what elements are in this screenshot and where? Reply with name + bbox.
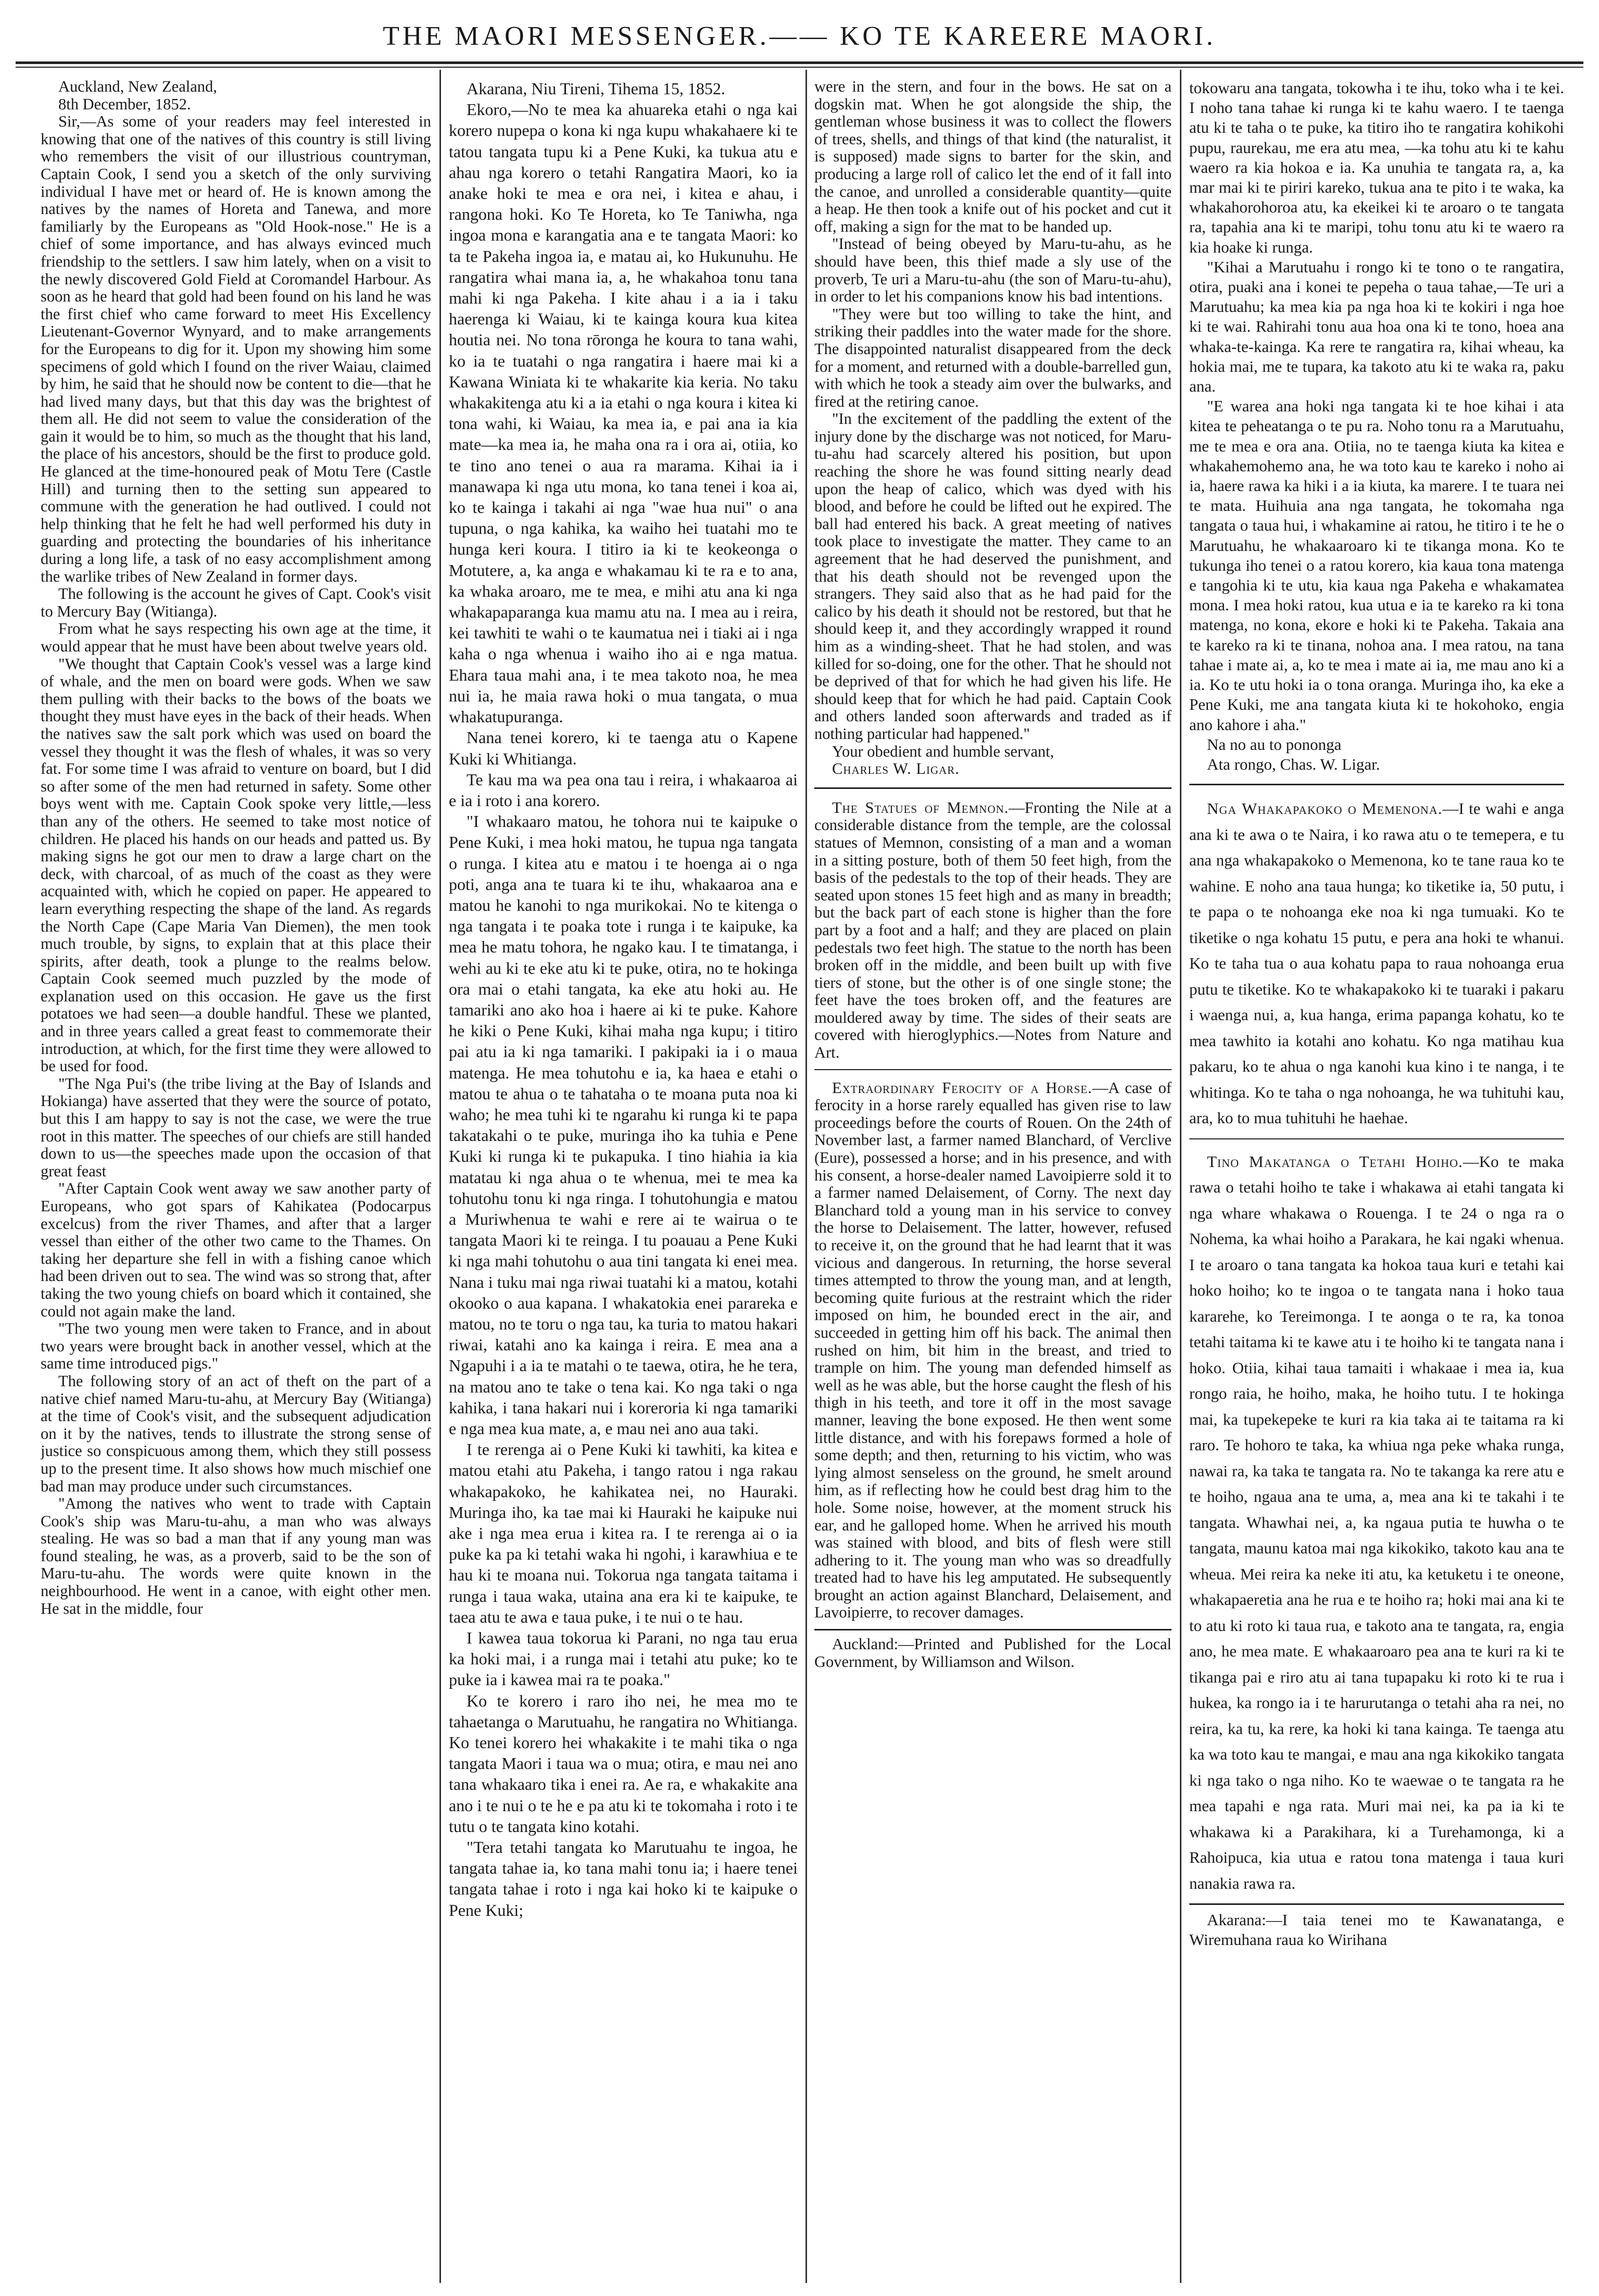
header-rule-thin <box>16 67 1583 68</box>
paragraph: Sir,—As some of your readers may feel interested in knowing that one of the natives of this country is still living who remembers the visit of our illustrious countryman, Captain Cook, I send you a sketch of the only surviving individual I have met or heard of. He is known among the natives by the names of Horeta and Tanewa, and more familiarly by the Europeans as "Old Hook-nose." He is a chief of some importance, and has always evinced much friendship to the settlers. I saw him lately, when on a visit to the newly discovered Gold Field at Coromandel Harbour. As soon as he heard that gold had been found on his land he was the first chief who came forward to meet His Excellency Lieutenant-Governor Wynyard, and to make arrangements for the Europeans to dig for it. Upon my showing him some specimens of gold which I found on the river Waiau, claimed by him, he said that he should now be content to die—that he had lived many days, but that this day was the brightest of them all. He did not seem to value the consideration of the gain it would be to him, so much as the thought that his land, the place of his ancestors, should be the first to produce gold. He glanced at the time-honoured peak of Motu Tere (Castle Hill) and turning then to the setting sun appeared to commune with the generation he had outlived. I could not help thinking that he felt he had well performed his duty in guarding and protecting the boundaries of his inheritance during a long life, a task of no easy accomplishment among the warlike tribes of New Zealand in former days. <box>41 112 431 585</box>
article-memenona <box>1189 796 1564 1131</box>
imprint: Akarana:—I taia tenei mo te Kawanatanga, e Wiremuhana raua ko Wirihana <box>1189 1911 1564 1949</box>
paragraph: "Kihai a Marutuahu i rongo ki te tono o te rangatira, otira, puaki ana i konei te pepeha o taua tahae,—Te uri a Marutuahu; ka mea kia pa nga hoa ki te kokiri i nga hoe ki te wai. Rahirahi tonu aua hoa ona ki te tono, hoea ana whaka-te-kainga. Ka rere te rangatira ra, kihai wheau, ka hokia mai, me te tupara, ka takoto atu ki te waka ra, paku ana. <box>1189 257 1564 396</box>
paragraph: "Tera tetahi tangata ko Marutuahu te ingoa, he tangata tahae ia, ko tana mahi tonu ia; i haere tenei tangata tahae i roto i nga kai hoko ki te kaipuke o Pene Kuki; <box>449 1838 798 1919</box>
footer-rule <box>814 1629 1172 1630</box>
paragraph: tokowaru ana tangata, tokowha i te ihu, toko wha i te kei. I noho tana tahae ki runga ki te kahu waero. I te taenga atu ki te taha o te puke, ka titiro iho te rangatira kohikohi pupu, raurekau, me era atu mea, —ka tohu atu ki te kahu waero ra kia hokoa e ia. Ka unuhia te tangata ra, a, ka mar mai ki te piriri kareko, tukua ana te pito i te waka, ka whakahorohoroa atu, ka ekeikei ki te aroaro o te tangata ra, tapahia ana ki te maripi, tohu tonu atu ki te waero ra kia hoake ki runga. <box>1189 79 1564 256</box>
article-body: —I te wahi e anga ana ki te awa o te Naira, i ko rawa atu o te temepera, e tu ana nga whakapakoko o Memenona, ko te tane raua ko te wahine. E noho ana taua hunga; ko tiketike ia, 50 putu, i te papa o te nohoanga eke noa ki nga tumuaki. Ko te tiketike o nga kohatu 15 putu, e pera ana hoki te whanui. Ko te taha tua o aua kohatu papa to raua nohoanga erua putu te tiketike. Ko te whakapakoko ki te tuaraki i pakaru i waenga nui, a, kua hanga, erima papanga kohatu, ko te mea tawhito ia kotahi ano kohatu. Ko nga matihau kua pakaru, ko te ahua o nga kanohi kua kino i te nanga, i te whitinga. Ko te taha o nga nohoanga, he wa tuhituhi kau, ara, ko to mua tuhituhi he haehae. <box>1189 799 1564 1127</box>
signoff: Na no au to pononga <box>1207 735 1342 754</box>
signature: Ata rongo, Chas. W. Ligar. <box>1207 755 1380 773</box>
paragraph: "After Captain Cook went away we saw another party of Europeans, who got spars of Kahikatea (Podocarpus excelcus) from the river Thames, and after that a larger vessel than either of the other two came to the Thames. On taking her departure she fell in with a fishing canoe which had been driven out to sea. The wind was so strong that, after taking the two young chiefs on board which it contained, she could not again make the land. <box>41 1180 431 1320</box>
paragraph: "The Nga Pui's (the tribe living at the Bay of Islands and Hokianga) have asserted that they were the source of potato, but this I am happy to say is not the case, we were the true root in this matter. The speeches of our chiefs are still handed down to us—the speeches made upon the occasion of that great feast <box>41 1074 431 1180</box>
paragraph: "The two young men were taken to France, and in about two years were brought back in another vessel, which at the same time introduced pigs." <box>41 1320 431 1373</box>
signature: Charles W. Ligar. <box>832 760 960 778</box>
article-title: Tino Makatanga o Tetahi Hoiho. <box>1207 1152 1463 1171</box>
column-rule <box>805 70 807 2283</box>
column-maori-letter <box>449 78 798 2281</box>
header-rule <box>16 61 1583 64</box>
dateline: Akarana, Niu Tireni, Tihema 15, 1852. <box>467 79 725 98</box>
article-title: The Statues of Memnon. <box>832 798 1009 817</box>
section-rule <box>1189 784 1564 785</box>
section-rule <box>814 1069 1172 1070</box>
paragraph: Ko te korero i raro iho nei, he mea mo te tahaetanga o Marutuahu, he rangatira no Whitianga. Ko tenei korero hei whakakite i te mahi tika o nga tangata Maori i taua wa o mua; otira, e mau nei ano tana whakaaro tika i enei ra. Ae ra, e whakakite ana ano i te nui o te he e pa atu ki te tokomaha i roto i te tutu o te tangata kino kotahi. <box>449 1691 798 1836</box>
column-rule <box>439 70 441 2283</box>
section-rule <box>814 787 1172 789</box>
paragraph: "Among the natives who went to trade with Captain Cook's ship was Maru-tu-ahu, a man who was always stealing. He was so bad a man that if any young man was found stealing, he was, as a proverb, said to be the son of Maru-tu-ahu. The words were quite known in the neighbourhood. He went in a canoe, with eight other men. He sat in the middle, four <box>41 1495 431 1617</box>
paragraph: Nana tenei korero, ki te taenga atu o Kapene Kuki ki Whitianga. <box>449 728 798 768</box>
article-body: —A case of ferocity in a horse rarely equalled has given rise to law proceedings before the courts of Rouen. On the 24th of November last, a farmer named Blanchard, of Verclive (Eure), possessed a horse; and in his presence, and with his consent, a horse-dealer named Lavoipierre sold it to a farmer named Delaisement, of Corny. The next day Blanchard told a young man in his service to convey the horse to Delaisement. The latter, however, refused to receive it, on the ground that he had learnt that it was vicious and dangerous. In returning, the horse several times attempted to throw the young man, and at length, becoming quite furious at the restraint which the rider imposed on him, he bounded erect in the air, and succeeded in getting him off his back. The animal then rushed on him, bit him in the breast, and tried to trample on him. The young man defended himself as well as he was able, but the horse caught the flesh of his thigh in his teeth, and tore it off in the most savage manner, leaving the bone exposed. He then went some little distance, and with his forepaws formed a hole of some depth; and then, returning to his victim, who was lying almost senseless on the ground, he smelt around him, as if reflecting how he could best drag him to the hole. Some noise, however, at the moment struck his ear, and he galloped home. When he arrived his mouth was stained with blood, and bits of flesh were still adhering to it. The young man who was so dreadfully treated had to have his leg amputated. He subsequently brought an action against Blanchard, Delaisement, and Lavoipierre, to recover damages. <box>814 1078 1172 1622</box>
paragraph: Ekoro,—No te mea ka ahuareka etahi o nga kai korero nupepa o kona ki nga kupu whakahaere ki te tatou tangata tupu ki a Pene Kuki, ka tukua atu e ahau nga korero o tetahi Rangatira Maori, ko ia anake hoki te mea e ora nei, i kitea e ahau, i rangona hoki. Ko Te Horeta, ko Te Taniwha, nga ingoa mona e karangatia ana e te tangata Maori: ko ta te Pakeha ingoa ia, e matau ai, ko Hukunuhu. He rangatira whai mana ia, a, he whakahoa tonu tana mahi ki nga Pakeha. I kite ahau i a ia i taku haerenga ki Waiau, ki te kainga koura kua kitea houtia nei. No tona rōronga he koura to tana wahi, ko ia te tuatahi o nga rangatira i haere mai ki a Kawana Winiata ki te whakarite kia keria. No taku whakakitenga atu ki a ia etahi o nga koura i kitea ki tona wahi, ki Waiau, ka mea ia, e pai ana ia kia mate—ka mea ia, he maha ona ra i ora ai, otiia, ko te tino ano tenei o aua ra marama. Kihai ia i manawapa ki nga utu mona, ko tana tenei i koa ai, ko te kainga i takahi ai nga "wae hua nui" o ana tupuna, o nga kahika, ka waiho hei tuatahi mo te hunga keri koura. I titiro ia ki te keokeonga o Motutere, a, ka anga e whakamau ki te ra e to ana, ka whaka aroaro, me te mea, e mihi atu ana ki nga whakapaparanga kua mamu atu na. I mea au i reira, kei tawhiti te wahi o te kaumatua nei i tiaki ai i nga kaha o nga whenua i waiho iho ai e nga matua. Ehara taua mahi ana, i te mea takoto noa, he mea nui ia, he maia rawa hoki o mua tangata, o mua whakatupuranga. <box>449 100 798 726</box>
column-maori-continued <box>1189 78 1564 2281</box>
paragraph: "E warea ana hoki nga tangata ki te hoe kihai i ata kitea te peheatanga o te pu ra. Noho tonu ra a Marutuahu, me te mea e ora ana. Otiia, no te taenga kiuta ka kitea e whakahemohemo ana, he wa toto kau te kareko i noho ai ia, haere rawa ka hiki i a ia kiuta, ka marere. I te tuara nei te mata. Huihuia ana nga tangata, he tokomaha nga tangata o taua hui, i whakamine ai ratou, he titiro i te he o Marutuahu, he whakaaroaro ki te tikanga mona. Ko te tukunga iho tenei o a ratou korero, kia kaua tona matenga e tangohia ki te utu, kia kaua nga Pakeha e whakamatea mona. I mea hoki ratou, kua utua e ia te kareko ra ki tona matenga, no kona, ekore e hoki ki te Pakeha. Takaia ana te kareko ra ki te tinana, nohoa ana. I mea ratou, na tana tahae i mate ai, a, ko te mea i mate ai ia, me mau ano ki a ia. Ko te utu hoki ia o tona oranga. Muringa iho, ka eke a Pene Kuki, me ana tangata kiuta ki te hokohoko, engia ano kahore i aha." <box>1189 397 1564 734</box>
paragraph: "In the excitement of the paddling the extent of the injury done by the discharge was not noticed, for Maru-tu-ahu had scarcely altered his position, but upon reaching the shore he was found sitting nearly dead upon the heap of calico, which was dyed with his blood, and before he could be lifted out he expired. The ball had entered his back. A great meeting of natives took place to investigate the matter. They came to an agreement that he had deserved the punishment, and that his death should not be revenged upon the strangers. They said also that as he had paid for the calico by his death it should not be restored, but that he should keep it, and they accordingly wrapped it round him as a winding-sheet. That he had stolen, and was killed for so-doing, one for the other. That he should not be deprived of that for which he had given his life. He should keep that for which he had paid. Captain Cook and others landed soon afterwards and traded as if nothing particular had happened." <box>814 410 1172 743</box>
article-hoiho <box>1189 1149 1564 1897</box>
paragraph: "I whakaaro matou, he tohora nui te kaipuke o Pene Kuki, i mea hoki matou, he tupua nga tangata o runga. I kitea atu e matou i te hoenga ai o nga poti, anga ana te tuara ki te ihu, whakaaroa ana e matou he kanohi to nga murikokai. No te kitenga o nga tangata i te poaka tote i runga i te kaipuke, ka mea he matu tohora, he ngako kau. I te timatanga, i wehi au ki te eke atu ki te puke, otira, no te hokinga ora mai o etahi tangata, ka eke atu hoki au. He tamariki ano ako hoa i haere ai ki te puke. Kahore he kiki o Pene Kuki, kihai maha nga kupu; i titiro pai atu ia ki nga tamariki. I pakipaki ia i o maua matenga. He mea tohutohu e ia, ka haea e etahi o matou te ahua o te tahataha o te moana puta noa ki waho; he mea tuhi ki te ngarahu ki runga ki te papa takatakahi o te puke, muringa iho ka tuhia e Pene Kuki ki runga ki te pukapuka. I tino hiahia ia kia matatau ki nga ahua o te whenua, mei te mea ka tohutohu tonu ki nga ringa. I tohutohungia e matou a Muriwhenua te wahi e rere ai te wairua o te tangata Maori ki te reinga. I tu poauau a Pene Kuki ki nga mahi tohutohu o aua tini tangata ki enei mea. Nana i tuku mai nga riwai tuatahi ki a matou, kotahi okooko o aua kapana. I whakatokia enei parareka e matou, no te toru o nga tau, ka turia to matou hakari riwai, katahi ano ka kainga i reira. E mea ana a Ngapuhi i a ia te matahi o te taewa, otira, he he tera, na matou ano te take o tena kai. Ko nga taki o nga kahika, i tana hakari nui i koreroria ki nga tamariki e nga mea kua mate, a, e mau nei ano aua taki. <box>449 812 798 1438</box>
paragraph: I te rerenga ai o Pene Kuki ki tawhiti, ka kitea e matou etahi atu Pakeha, i tango ratou i nga rakau whakapakoko, he kahikatea nei, no Hauraki. Muringa iho, ka tae mai ki Hauraki he kaipuke nui ake i nga mea erua i kitea ra. I te rerenga ai o ia puke ka pa ki tetahi waka hi ngohi, i karawhiua e te hau ki te moana nui. Tokorua nga tangata taitama i runga i taua waka, utaina ana era ki te kaipuke, te taea atu te awa e taua puke, i te nui o te hau. <box>449 1440 798 1626</box>
imprint: Auckland:—Printed and Published for the Local Government, by Williamson and Wilson. <box>814 1635 1172 1671</box>
paragraph: I kawea taua tokorua ki Parani, no nga tau erua ka hoki mai, i a runga mai i tetahi atu puke; ko te puke ia i kawea mai ra te poaka." <box>449 1628 798 1689</box>
paragraph: The following story of an act of theft on the part of a native chief named Maru-tu-ahu, at Mercury Bay (Witianga) at the time of Cook's visit, and the subsequent adjudication on it by the natives, tends to illustrate the strong sense of justice so conspicuous among them, which they still possess up to the present time. It also shows how much mischief one bad man may produce under such circumstances. <box>41 1372 431 1495</box>
paragraph: Te kau ma wa pea ona tau i reira, i whakaaroa ai e ia i roto i ana korero. <box>449 770 798 810</box>
dateline: Auckland, New Zealand, <box>58 78 217 95</box>
article-body: —Ko te maka rawa o tetahi hoiho te take i whakawa ai etahi tangata ki nga whare whakawa o Rouenga. I te 24 o nga ra o Nohema, ka whai hoiho a Parakara, he kai ngaki whenua. I te aroaro o tana tangata ka hokoa taua kuri e tetahi kai hoko hoiho; ko te ingoa o te tangata nana i hoko taua kararehe, ko Tereimonga. I te aonga o te ra, ka tonoa tetahi taitama ki te kawe atu i te hoiho ki te tangata nana i hoko. Otiia, kihai taua tamaiti i whakaae i mea ia, kua rongo raia, he hoiho, maka, he hoiho tutu. I te hokinga mai, ka tupekepeke te kuri ra kia taka ai te taitama ra ki raro. Te hohoro te taka, ka whiua nga peke whaka runga, nawai ra, ka taka te tangata ra. No te takanga ka rere atu e te hoiho, ngaua ana te uma, a, mea ana ki te takahi i te tangata. Whawhai nei, a, ka ngaua putia te huwha o te tangata, maunu katoa mai nga kikokiko, takoto kau ana te wheua. Mei reira ka neke iti atu, ka ketuketu i te oneone, whakapaeretia ana he rua e te hoiho ra; hoki mai ana ki te to atu ki roto ki taua rua, e takoto ana te tangata, ra, engia ano, he mea mate. E whakaaroaro pea ana te kuri ra ki te tikanga pai e riro atu ai tana tupapaku ki roto ki te rua i hukea, ka rongo ia i te harurutanga o tetahi aha ra nei, no reira, ka tu, ka rere, ka hoki ki tana kainga. Te taenga atu ka wa toto kau te mangai, e mau ana nga kikokiko tangata ki nga tako o nga niho. Ko te waewae o te tangata ra he mea tapahi e nga rata. Muri mai nei, ka pa ia ki te whakawa ki a Parakihara, ki a Turehamonga, ki a Rahoipuca, kia utua e ratou tona matenga i taua kuri nanakia rawa ra. <box>1189 1152 1564 1892</box>
paragraph: The following is the account he gives of Capt. Cook's visit to Mercury Bay (Witianga). <box>41 585 431 620</box>
paragraph: "We thought that Captain Cook's vessel was a large kind of whale, and the men on board were gods. When we saw them pulling with their backs to the bows of the boats we thought they must have eyes in the back of their heads. When the natives saw the salt pork which was used on board the vessel they thought it was the flesh of whales, it was so very fat. For some time I was afraid to venture on board, but I did so after some of the men had returned in safety. Some other boys went with me. Captain Cook spoke very little,—less than any of the others. He seemed to take most notice of children. He placed his hands on our heads and patted us. By making signs he got our men to draw a large chart on the deck, with charcoal, of as much of the coast as they were acquainted with, which he copied on paper. He appeared to learn everything respecting the shape of the land. As regards the North Cape (Cape Maria Van Diemen), the men took much trouble, by signs, to explain that at this place their spirits, after death, took a plunge to the realms below. Captain Cook seemed much puzzled by the mode of explanation used on this occasion. He gave us the first potatoes we had seen—a double handful. These we planted, and in three years called a great feast to commemorate their introduction, at which, for the first time they were allowed to be used for food. <box>41 655 431 1075</box>
date: 8th December, 1852. <box>58 95 191 113</box>
footer-rule <box>1189 1903 1564 1905</box>
article-title: Extraordinary Ferocity of a Horse. <box>832 1078 1092 1097</box>
column-english-continued <box>814 78 1172 2281</box>
paragraph: "Instead of being obeyed by Maru-tu-ahu, as he should have been, this thief made a sly use of the proverb, Te uri a Maru-tu-ahu (the son of Maru-tu-ahu), in order to let his companions know his bad intentions. <box>814 235 1172 306</box>
article-title: Nga Whakapakoko o Memenona. <box>1207 799 1443 818</box>
signoff: Your obedient and humble servant, <box>832 742 1054 760</box>
article-horse <box>814 1080 1172 1622</box>
article-body: —Fronting the Nile at a considerable distance from the temple, are the colossal statues of Memnon, consisting of a man and a woman in a sitting posture, both of them 50 feet high, from the basis of the pedestals to the top of their heads. They are seated upon stones 15 feet high and as many in breadth; but the back part of each stone is higher than the fore part by a foot and a half; and they are placed on plain pedestals two feet high. The statue to the north has been broken off in the middle, and been built up with five tiers of stone, but the other is of one single stone; the feet have the toes broken off, and the features are mouldered away by time. The sides of their seats are covered with hieroglyphics.—Notes from Nature and Art. <box>814 798 1172 1062</box>
section-rule <box>1189 1138 1564 1139</box>
column-rule <box>1180 70 1181 2283</box>
paragraph: "They were but too willing to take the hint, and striking their paddles into the water made for the shore. The disappointed naturalist disappeared from the deck for a moment, and returned with a double-barrelled gun, with which he took a steady aim over the bulwarks, and fired at the retiring canoe. <box>814 305 1172 410</box>
paragraph: From what he says respecting his own age at the time, it would appear that he must have been about twelve years old. <box>41 620 431 655</box>
paragraph: were in the stern, and four in the bows. He sat on a dogskin mat. When he got alongside the ship, the gentleman whose business it was to collect the flowers of trees, shells, and things of that kind (the naturalist, it is supposed) made signs to barter for the skin, and producing a large roll of calico let the end of it fall into the canoe, and unrolled a considerable quantity—quite a heap. He then took a knife out of his pocket and cut it off, making a sign for the mat to be handed up. <box>814 78 1172 235</box>
article-memnon <box>814 799 1172 1062</box>
running-head: THE MAORI MESSENGER.—— KO TE KAREERE MAORI. <box>383 21 1216 51</box>
column-english-letter <box>41 78 431 2281</box>
